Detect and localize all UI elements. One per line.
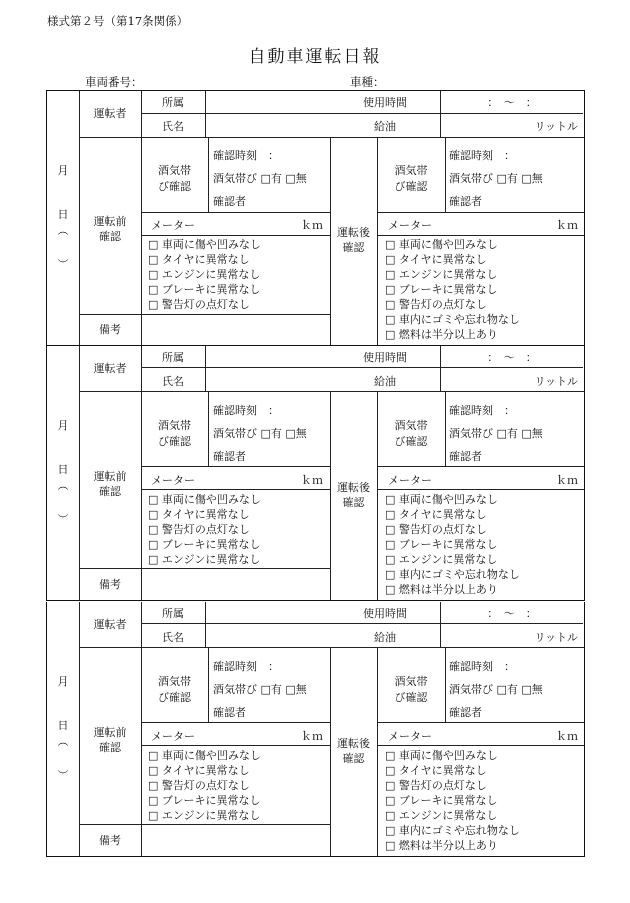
usage-time-value[interactable]: ： 〜 ： xyxy=(487,96,537,109)
usage-time-label: 使用時間 xyxy=(363,607,407,620)
pre-check-label-1: 運転前 xyxy=(93,470,127,483)
affiliation-field[interactable] xyxy=(206,92,340,112)
post-check-item[interactable]: □ エンジンに異常なし xyxy=(385,809,498,822)
post-check-item[interactable]: □ 車両に傷や凹みなし xyxy=(385,238,498,251)
upper-block-divider xyxy=(79,647,584,648)
pre-check-list xyxy=(148,748,328,824)
pre-meter-bottom xyxy=(141,235,330,236)
pre-check-label-2: 確認 xyxy=(99,485,121,498)
form-code: 様式第２号（第17条関係） xyxy=(47,14,189,28)
month-label: 月 xyxy=(57,419,69,432)
post-meter-label: メーター xyxy=(388,474,432,487)
day-label: 日 xyxy=(57,208,69,221)
post-check-item[interactable]: □ ブレーキに異常なし xyxy=(385,794,498,807)
alcohol-presence-field[interactable]: 酒気帯び □有 □無 xyxy=(213,683,307,696)
paren-close: ︶ xyxy=(57,258,69,271)
driver-label: 運転者 xyxy=(93,362,127,375)
report-section xyxy=(46,346,585,601)
pre-check-item[interactable]: □ 車両に傷や凹みなし xyxy=(148,749,261,762)
post-check-item[interactable]: □ 警告灯の点灯なし xyxy=(385,298,487,311)
remarks-top xyxy=(79,824,330,825)
pre-check-list xyxy=(148,492,328,568)
post-alcohol-label-1: 酒気帯 xyxy=(394,675,428,688)
driver-label: 運転者 xyxy=(93,107,127,120)
remarks-label: 備考 xyxy=(99,323,121,336)
affiliation-field[interactable] xyxy=(206,347,340,367)
day-label: 日 xyxy=(57,719,69,732)
alcohol-presence-field[interactable]: 酒気帯び □有 □無 xyxy=(213,427,307,440)
post-check-item[interactable]: □ 警告灯の点灯なし xyxy=(385,523,487,536)
refuel-value[interactable]: リットル xyxy=(534,375,578,388)
driver-row-divider xyxy=(141,367,583,368)
check-time-field[interactable]: 確認時刻 ： xyxy=(213,660,279,673)
pre-check-list xyxy=(148,237,328,313)
post-check-item[interactable]: □ 車両に傷や凹みなし xyxy=(385,493,498,506)
month-label: 月 xyxy=(57,164,69,177)
usage-time-label: 使用時間 xyxy=(363,96,407,109)
post-alcohol-presence-field[interactable]: 酒気帯び □有 □無 xyxy=(449,172,543,185)
pre-check-item[interactable]: □ エンジンに異常なし xyxy=(148,809,261,822)
post-alcohol-label-divider xyxy=(445,392,446,467)
pre-check-item[interactable]: □ タイヤに異常なし xyxy=(148,764,250,777)
affiliation-label: 所属 xyxy=(162,607,184,620)
post-check-item[interactable]: □ 燃料は半分以上あり xyxy=(385,839,498,852)
alcohol-presence-field[interactable]: 酒気帯び □有 □無 xyxy=(213,172,307,185)
pre-check-item[interactable]: □ エンジンに異常なし xyxy=(148,268,261,281)
post-check-label-1: 運転後 xyxy=(337,481,370,494)
refuel-label: 給油 xyxy=(374,631,396,644)
post-check-item[interactable]: □ タイヤに異常なし xyxy=(385,253,487,266)
post-alcohol-label-divider xyxy=(445,137,446,212)
post-check-item[interactable]: □ ブレーキに異常なし xyxy=(385,538,498,551)
day-label: 日 xyxy=(57,463,69,476)
post-meter-bottom xyxy=(377,489,584,490)
post-alcohol-label-2: び確認 xyxy=(394,180,428,193)
usage-time-value[interactable]: ： 〜 ： xyxy=(487,351,537,364)
alcohol-label-2: び確認 xyxy=(158,180,191,193)
refuel-value[interactable]: リットル xyxy=(534,631,578,644)
post-alcohol-label-1: 酒気帯 xyxy=(394,164,428,177)
pre-check-item[interactable]: □ ブレーキに異常なし xyxy=(148,538,261,551)
upper-block-divider xyxy=(79,137,584,138)
post-meter-bottom xyxy=(377,235,584,236)
vehicle-type-label: 車種： xyxy=(350,75,385,89)
post-check-item[interactable]: □ タイヤに異常なし xyxy=(385,764,487,777)
post-confirmer-field[interactable]: 確認者 xyxy=(449,195,482,208)
alcohol-label-divider xyxy=(208,392,209,467)
pre-check-item[interactable]: □ タイヤに異常なし xyxy=(148,253,250,266)
vehicle-number-label: 車両番号： xyxy=(85,75,143,89)
remarks-label: 備考 xyxy=(99,578,121,591)
pre-check-item[interactable]: □ 警告灯の点灯なし xyxy=(148,298,250,311)
meter-label: メーター xyxy=(151,219,195,232)
meter-unit[interactable]: ｋｍ xyxy=(301,474,323,487)
affiliation-label: 所属 xyxy=(162,351,184,364)
pre-check-item[interactable]: □ タイヤに異常なし xyxy=(148,508,250,521)
pre-check-item[interactable]: □ 車両に傷や凹みなし xyxy=(148,493,261,506)
pre-check-item[interactable]: □ ブレーキに異常なし xyxy=(148,794,261,807)
post-meter-bottom xyxy=(377,745,584,746)
post-meter-unit[interactable]: ｋｍ xyxy=(556,474,578,487)
post-meter-unit[interactable]: ｋｍ xyxy=(556,219,578,232)
meter-label: メーター xyxy=(151,730,195,743)
post-check-time-field[interactable]: 確認時刻 ： xyxy=(449,149,515,162)
paren-open: ︵ xyxy=(57,735,69,748)
check-time-field[interactable]: 確認時刻 ： xyxy=(213,404,279,417)
meter-label: メーター xyxy=(151,474,195,487)
pre-post-divider xyxy=(330,648,331,856)
post-check-label-1: 運転後 xyxy=(337,737,370,750)
pre-check-label-2: 確認 xyxy=(99,230,121,243)
paren-close: ︶ xyxy=(57,769,69,782)
post-meter-top xyxy=(377,722,584,723)
page-title: 自動車運転日報 xyxy=(248,47,382,67)
post-check-item[interactable]: □ 燃料は半分以上あり xyxy=(385,583,498,596)
refuel-label: 給油 xyxy=(374,120,396,133)
confirmer-field[interactable]: 確認者 xyxy=(213,450,246,463)
name-label: 氏名 xyxy=(162,375,184,388)
pre-check-label-1: 運転前 xyxy=(93,215,127,228)
usage-time-value[interactable]: ： 〜 ： xyxy=(487,607,537,620)
post-confirmer-field[interactable]: 確認者 xyxy=(449,450,482,463)
remarks-field[interactable] xyxy=(142,826,328,855)
pre-check-label-2: 確認 xyxy=(99,741,121,754)
pre-meter-top xyxy=(141,212,330,213)
paren-close: ︶ xyxy=(57,513,69,526)
alcohol-label-1: 酒気帯 xyxy=(158,675,191,688)
post-meter-top xyxy=(377,212,584,213)
pre-check-item[interactable]: □ 警告灯の点灯なし xyxy=(148,523,250,536)
post-check-list xyxy=(385,492,583,598)
post-check-label-2: 確認 xyxy=(342,496,365,509)
alcohol-label-2: び確認 xyxy=(158,435,191,448)
post-alcohol-presence-field[interactable]: 酒気帯び □有 □無 xyxy=(449,683,543,696)
upper-block-divider xyxy=(79,391,584,392)
post-check-list xyxy=(385,237,583,343)
post-check-item[interactable]: □ エンジンに異常なし xyxy=(385,268,498,281)
check-time-field[interactable]: 確認時刻 ： xyxy=(213,149,279,162)
pre-meter-top xyxy=(141,722,330,723)
refuel-label: 給油 xyxy=(374,375,396,388)
post-alcohol-presence-field[interactable]: 酒気帯び □有 □無 xyxy=(449,427,543,440)
remarks-field[interactable] xyxy=(142,315,328,344)
remarks-label: 備考 xyxy=(99,834,121,847)
post-check-list xyxy=(385,748,583,854)
affiliation-label: 所属 xyxy=(162,96,184,109)
post-alcohol-label-1: 酒気帯 xyxy=(394,419,428,432)
month-label: 月 xyxy=(57,675,69,688)
pre-check-item[interactable]: □ 車両に傷や凹みなし xyxy=(148,238,261,251)
pre-meter-top xyxy=(141,466,330,467)
remarks-field[interactable] xyxy=(142,570,328,599)
alcohol-label-divider xyxy=(208,648,209,723)
driver-row-divider xyxy=(141,623,583,624)
post-check-item[interactable]: □ エンジンに異常なし xyxy=(385,553,498,566)
pre-post-divider xyxy=(330,137,331,345)
post-meter-top xyxy=(377,466,584,467)
alcohol-label-1: 酒気帯 xyxy=(158,419,191,432)
remarks-top xyxy=(79,568,330,569)
post-check-item[interactable]: □ 車内にゴミや忘れ物なし xyxy=(385,824,520,837)
refuel-value[interactable]: リットル xyxy=(534,120,578,133)
alcohol-label-1: 酒気帯 xyxy=(158,164,191,177)
pre-check-item[interactable]: □ ブレーキに異常なし xyxy=(148,283,261,296)
paren-open: ︵ xyxy=(57,479,69,492)
paren-open: ︵ xyxy=(57,224,69,237)
meter-unit[interactable]: ｋｍ xyxy=(301,730,323,743)
alcohol-label-divider xyxy=(208,137,209,212)
usage-time-label: 使用時間 xyxy=(363,351,407,364)
pre-check-item[interactable]: □ エンジンに異常なし xyxy=(148,553,261,566)
post-check-item[interactable]: □ 車内にゴミや忘れ物なし xyxy=(385,313,520,326)
post-check-item[interactable]: □ 車内にゴミや忘れ物なし xyxy=(385,568,520,581)
affiliation-field[interactable] xyxy=(206,603,340,623)
post-check-label-2: 確認 xyxy=(342,241,365,254)
post-meter-unit[interactable]: ｋｍ xyxy=(556,730,578,743)
pre-check-label-1: 運転前 xyxy=(93,726,127,739)
alcohol-label-2: び確認 xyxy=(158,691,191,704)
post-alcohol-label-2: び確認 xyxy=(394,435,428,448)
post-check-time-field[interactable]: 確認時刻 ： xyxy=(449,660,515,673)
post-meter-label: メーター xyxy=(388,219,432,232)
post-check-item[interactable]: □ 燃料は半分以上あり xyxy=(385,328,498,341)
post-alcohol-label-2: び確認 xyxy=(394,691,428,704)
pre-meter-bottom xyxy=(141,489,330,490)
confirmer-field[interactable]: 確認者 xyxy=(213,195,246,208)
name-label: 氏名 xyxy=(162,631,184,644)
post-check-item[interactable]: □ 車両に傷や凹みなし xyxy=(385,749,498,762)
post-check-label-1: 運転後 xyxy=(337,226,370,239)
post-check-item[interactable]: □ 警告灯の点灯なし xyxy=(385,779,487,792)
post-alcohol-label-divider xyxy=(445,648,446,723)
report-section xyxy=(46,90,585,346)
confirmer-field[interactable]: 確認者 xyxy=(213,706,246,719)
name-label: 氏名 xyxy=(162,120,184,133)
pre-post-divider xyxy=(330,392,331,600)
post-check-item[interactable]: □ タイヤに異常なし xyxy=(385,508,487,521)
post-confirmer-field[interactable]: 確認者 xyxy=(449,706,482,719)
post-check-time-field[interactable]: 確認時刻 ： xyxy=(449,404,515,417)
post-meter-label: メーター xyxy=(388,730,432,743)
post-check-item[interactable]: □ ブレーキに異常なし xyxy=(385,283,498,296)
driver-row-divider xyxy=(141,113,583,114)
post-check-label-2: 確認 xyxy=(342,752,365,765)
pre-check-item[interactable]: □ 警告灯の点灯なし xyxy=(148,779,250,792)
report-section xyxy=(46,602,585,857)
meter-unit[interactable]: ｋｍ xyxy=(301,219,323,232)
pre-meter-bottom xyxy=(141,745,330,746)
driver-label: 運転者 xyxy=(93,618,127,631)
